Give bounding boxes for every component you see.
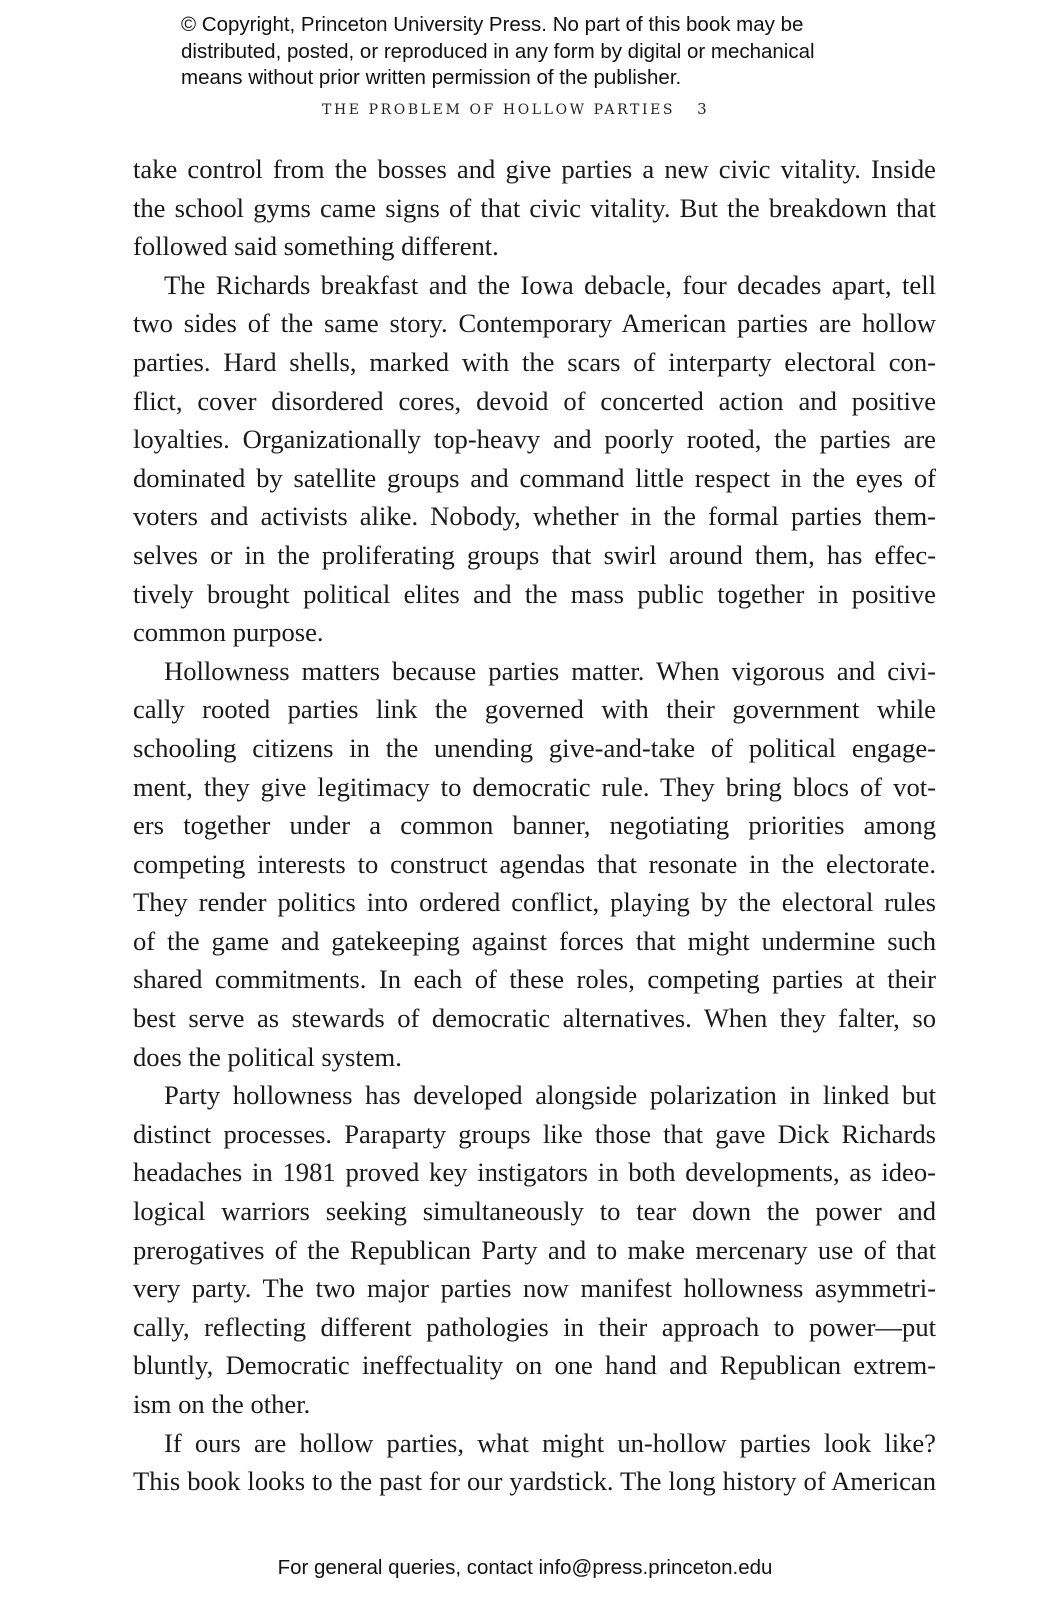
text-line: cally, reflecting different pathologies in their approach to power—put [133, 1311, 936, 1342]
text-line: parties. Hard shells, marked with the scars of interparty electoral con- [133, 346, 936, 377]
text-line: followed said something different. [133, 231, 499, 262]
copyright-line: means without prior written permission of the publisher. [181, 66, 682, 89]
text-line: dominated by satellite groups and command little respect in the eyes of [133, 462, 936, 493]
text-line: headaches in 1981 proved key instigators in both developments, as ideo- [133, 1157, 936, 1188]
text-line: common purpose. [133, 617, 324, 648]
contact-footer: For general queries, contact info@press.princeton.edu [277, 1556, 773, 1579]
text-line: Party hollowness has developed alongside polarization in linked but [164, 1080, 936, 1111]
copyright-line: distributed, posted, or reproduced in any form by digital or mechanical [181, 39, 815, 63]
text-line: logical warriors seeking simultaneously to tear down the power and [133, 1196, 936, 1227]
text-line: very party. The two major parties now manifest hollowness asymmetri- [133, 1273, 936, 1304]
text-line: prerogatives of the Republican Party and to make mercenary use of that [133, 1234, 936, 1265]
copyright-notice [181, 12, 921, 92]
running-head-title: THE PROBLEM OF HOLLOW PARTIES [322, 102, 676, 118]
text-line: The Richards breakfast and the Iowa debacle, four decades apart, tell [164, 269, 936, 300]
text-line: This book looks to the past for our yardstick. The long history of American [133, 1466, 936, 1497]
text-line: take control from the bosses and give parties a new civic vitality. Inside [133, 154, 936, 184]
text-line: of the game and gatekeeping against forces that might undermine such [133, 925, 936, 956]
running-head [322, 100, 707, 118]
text-line: Hollowness matters because parties matter. When vigorous and civi- [164, 655, 936, 686]
text-line: ment, they give legitimacy to democratic rule. They bring blocs of vot- [133, 771, 936, 802]
body-text [133, 150, 936, 1501]
text-line: does the political system. [133, 1041, 402, 1072]
text-line: distinct processes. Paraparty groups like those that gave Dick Richards [133, 1118, 936, 1149]
text-line: flict, cover disordered cores, devoid of concerted action and positive [133, 385, 936, 416]
text-line: cally rooted parties link the governed with their government while [133, 694, 936, 725]
text-line: voters and activists alike. Nobody, whether in the formal parties them- [133, 501, 936, 532]
text-line: tively brought political elites and the mass public together in positive [133, 578, 936, 609]
text-line: ers together under a common banner, negotiating priorities among [133, 810, 936, 841]
text-line: bluntly, Democratic ineffectuality on one hand and Republican extrem- [133, 1350, 936, 1381]
text-line: loyalties. Organizationally top-heavy and poorly rooted, the parties are [133, 424, 936, 455]
text-line: competing interests to construct agendas that resonate in the electorate. [133, 848, 936, 879]
text-line: If ours are hollow parties, what might un-hollow parties look like? [164, 1427, 936, 1458]
text-line: best serve as stewards of democratic alternatives. When they falter, so [133, 1003, 936, 1034]
page-number: 3 [697, 100, 707, 118]
copyright-line: © Copyright, Princeton University Press. No part of this book may be [181, 13, 804, 36]
text-line: shared commitments. In each of these roles, competing parties at their [133, 964, 936, 995]
text-line: They render politics into ordered conflict, playing by the electoral rules [133, 887, 936, 918]
text-line: schooling citizens in the unending give-and-take of political engage- [133, 732, 936, 763]
text-line: the school gyms came signs of that civic vitality. But the breakdown that [133, 192, 936, 223]
text-line: selves or in the proliferating groups that swirl around them, has effec- [133, 539, 936, 570]
text-line: two sides of the same story. Contemporary American parties are hollow [133, 308, 936, 339]
text-line: ism on the other. [133, 1389, 311, 1419]
